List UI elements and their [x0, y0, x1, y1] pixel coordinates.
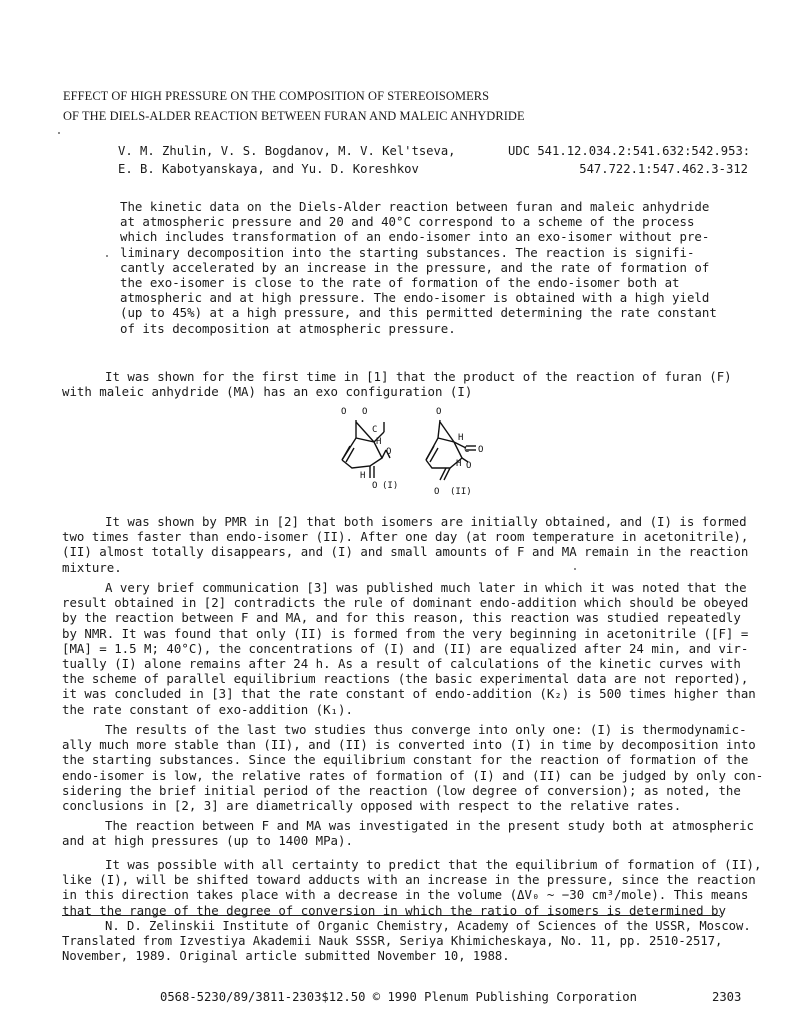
atom-label: H [458, 433, 464, 443]
paragraph-line: conclusions in [2, 3] are diametrically opposed with respect to the relative rates. [62, 798, 682, 814]
paragraph-line: like (I), will be shifted toward adducts with an increase in the pressure, since the reaction [62, 872, 756, 888]
copyright-code: 0568-5230/89/3811-2303$12.50 © 1990 Plenum Publishing Corporation [160, 990, 637, 1004]
atom-label: H [456, 459, 462, 469]
footnote-line: November, 1989. Original article submitted November 10, 1988. [62, 949, 510, 964]
abstract-line: liminary decomposition into the starting substances. The reaction is signifi- [120, 244, 695, 260]
abstract-line: atmospheric and at high pressure. The endo-isomer is obtained with a high yield [120, 290, 710, 306]
author-list [118, 142, 498, 178]
paragraph-line: by NMR. It was found that only (II) is formed from the very beginning in acetonitrile ([F] = [62, 625, 749, 641]
paragraph-3 [62, 580, 762, 717]
paragraph-2 [62, 514, 762, 575]
paragraph-line: It was shown for the first time in [1] that the product of the reaction of furan (F) [105, 369, 732, 384]
abstract-line: (up to 45%) at a high pressure, and this permitted determining the rate constant [120, 305, 717, 321]
atom-label: O [434, 487, 440, 497]
atom-label: H [376, 437, 382, 447]
paragraph-line: and at high pressures (up to 1400 MPa). [62, 833, 353, 849]
title-line: OF THE DIELS-ALDER REACTION BETWEEN FURAN AND MALEIC ANHYDRIDE [63, 109, 525, 123]
atom-label: H [360, 471, 366, 481]
paragraph-line: [MA] = 1.5 M; 40°C), the concentrations of (I) and (II) are equalized after 24 min, and vir- [62, 640, 749, 656]
page-number: 2303 [712, 990, 742, 1004]
abstract-line: the exo-isomer is close to the rate of formation of the endo-isomer both at [120, 275, 680, 291]
paragraph-line: it was concluded in [3] that the rate constant of endo-addition (K₂) is 500 times higher than [62, 686, 756, 702]
paragraph-line: in this direction takes place with a decrease in the volume (ΔV₀ ~ −30 cm³/mole). This means [62, 887, 749, 903]
scan-speck [106, 255, 108, 257]
paragraph-line: The results of the last two studies thus converge into only one: (I) is thermodynamic- [105, 722, 747, 737]
abstract-line: The kinetic data on the Diels-Alder reaction between furan and maleic anhydride [120, 199, 710, 214]
atom-label: C [464, 445, 470, 455]
paragraph-line: The reaction between F and MA was investigated in the present study both at atmospheric [105, 818, 755, 833]
paragraph-5 [62, 818, 762, 848]
atom-label: O [436, 407, 442, 417]
paragraph-line: by the reaction between F and MA, and for this reason, this reaction was studied repeatedly [62, 610, 741, 626]
udc-line: 547.722.1:547.462.3-312 [579, 162, 748, 176]
atom-label: O [466, 461, 472, 471]
atom-label: O [478, 445, 484, 455]
abstract [120, 199, 720, 336]
atom-label: O [341, 407, 347, 417]
paragraph-line: with maleic anhydride (MA) has an exo configuration (I) [62, 384, 473, 400]
paragraph-line: the starting substances. Since the equilibrium constant for the reaction of formation of the [62, 752, 749, 768]
structure-label-2: (II) [450, 487, 472, 497]
abstract-line: which includes transformation of an endo-isomer into an exo-isomer without pre- [120, 229, 710, 245]
paragraph-line: sidering the brief initial period of the reaction (low degree of conversion); as noted, the [62, 782, 741, 798]
abstract-line: at atmospheric pressure and 20 and 40°C correspond to a scheme of the process [120, 214, 695, 230]
paragraph-line: It was shown by PMR in [2] that both isomers are initially obtained, and (I) is formed [105, 514, 747, 529]
udc-line: UDC 541.12.034.2:541.632:542.953: [508, 144, 751, 158]
paragraph-line: It was possible with all certainty to predict that the equilibrium of formation of (II), [105, 857, 762, 872]
paragraph-6 [62, 857, 762, 918]
paragraph-1 [62, 369, 762, 399]
title-line: EFFECT OF HIGH PRESSURE ON THE COMPOSITION OF STEREOISOMERS [63, 89, 490, 103]
abstract-line: cantly accelerated by an increase in the pressure, and the rate of formation of [120, 259, 710, 275]
paragraph-line: result obtained in [2] contradicts the rule of dominant endo-addition which should be obeyed [62, 595, 749, 611]
atom-label: C [372, 425, 378, 435]
paragraph-line: two times faster than endo-isomer (II). After one day (at room temperature in acetonitrile), [62, 529, 749, 545]
author-line: E. B. Kabotyanskaya, and Yu. D. Koreshkov [118, 162, 419, 176]
scan-speck [58, 132, 60, 134]
paragraph-line: the rate constant of exo-addition (K₁). [62, 701, 353, 717]
footnote-line: N. D. Zelinskii Institute of Organic Chemistry, Academy of Sciences of the USSR, Moscow. [105, 919, 751, 933]
scan-speck [574, 568, 576, 570]
author-line: V. M. Zhulin, V. S. Bogdanov, M. V. Kel'tseva, [118, 144, 456, 158]
article-title [63, 86, 623, 126]
atom-label: O [362, 407, 368, 417]
footnote-divider [62, 915, 720, 916]
footnote-line: Translated from Izvestiya Akademii Nauk SSSR, Seriya Khimicheskaya, No. 11, pp. 2510-2517, [62, 934, 723, 949]
paragraph-4 [62, 722, 762, 813]
atom-label: O [386, 447, 392, 457]
chemical-structures-figure [330, 402, 490, 502]
paragraph-line: the scheme of parallel equilibrium reactions (the basic experimental data are not reported), [62, 671, 749, 687]
paragraph-line: mixture. [62, 559, 122, 575]
paragraph-line: tually (I) alone remains after 24 h. As a result of calculations of the kinetic curves with [62, 656, 741, 672]
udc-code [508, 142, 751, 178]
paragraph-line: endo-isomer is low, the relative rates of formation of (I) and (II) can be judged by only con- [62, 767, 764, 783]
structure-drawing [330, 402, 490, 502]
footnote [62, 919, 762, 965]
paragraph-line: that the range of the degree of conversion in which the ratio of isomers is determined by [62, 902, 726, 918]
paragraph-line: ally much more stable than (II), and (II) is converted into (I) in time by decomposition into [62, 737, 756, 753]
structure-label-1: (I) [382, 481, 399, 491]
paragraph-line: A very brief communication [3] was published much later in which it was noted that the [105, 580, 747, 595]
paragraph-line: (II) almost totally disappears, and (I) and small amounts of F and MA remain in the reaction [62, 544, 749, 560]
abstract-line: of its decomposition at atmospheric pressure. [120, 320, 456, 336]
atom-label: O [372, 481, 378, 491]
